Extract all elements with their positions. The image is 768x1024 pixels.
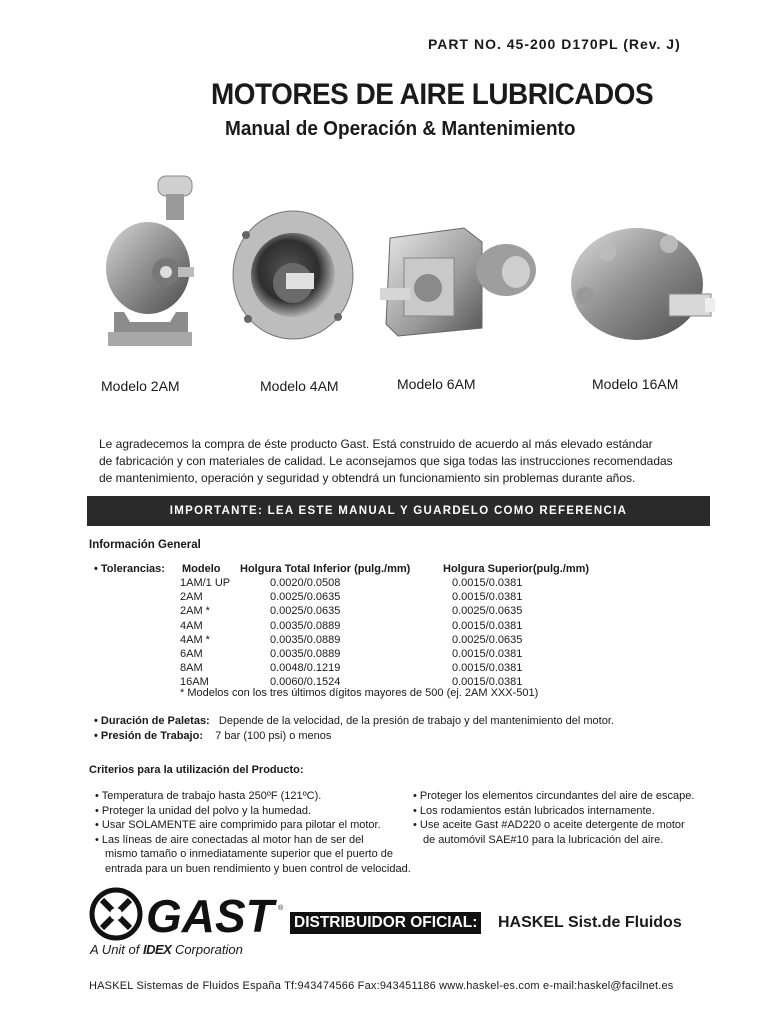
tolerance-cell-upper: 0.0025/0.0635 [452,633,523,646]
col-header-lower-clearance: Holgura Total Inferior (pulg./mm) [240,563,411,575]
intro-line: de fabricación y con materiales de calidad. Le aconsejamos que siga todas las instrucciones recomendadas [99,454,673,468]
tagline-suffix: Corporation [171,942,243,957]
criteria-item: • Temperatura de trabajo hasta 250ºF (121ºC). [95,790,322,802]
tolerance-cell-lower: 0.0025/0.0635 [270,591,341,604]
tolerance-cell-upper: 0.0025/0.0635 [452,605,523,618]
gast-logo-text: GAST [146,890,274,942]
motor-6am-image [378,218,543,343]
tolerance-cell-model: 1AM/1 UP [180,577,231,589]
tolerance-cell-upper: 0.0015/0.0381 [452,577,523,589]
tolerance-cell-model: 2AM * [180,605,210,618]
criteria-item: de automóvil SAE#10 para la lubricación del aire. [423,833,664,846]
criteria-item: • Proteger los elementos circundantes del aire de escape. [413,790,695,802]
working-pressure-row [94,730,331,742]
motor-2am-image [100,172,200,352]
distributor-label: DISTRIBUIDOR OFICIAL: [290,912,481,934]
tolerance-cell-upper: 0.0015/0.0381 [452,676,523,689]
working-pressure-text: 7 bar (100 psi) o menos [215,730,332,742]
part-number: PART NO. 45-200 D170PL (Rev. J) [428,36,681,52]
tolerance-cell-lower: 0.0035/0.0889 [270,648,341,660]
page-title: MOTORES DE AIRE LUBRICADOS [211,78,654,111]
important-banner: IMPORTANTE: LEA ESTE MANUAL Y GUARDELO COMO REFERENCIA [87,496,710,526]
page-subtitle: Manual de Operación & Mantenimiento [225,118,576,140]
col-header-model: Modelo [182,563,221,575]
footer-contact: HASKEL Sistemas de Fluidos España Tf:943474566 Fax:943451186 www.haskel-es.com e-mail:haskel@facilnet.es [89,980,674,992]
intro-paragraph [99,436,739,487]
tolerances-label: • Tolerancias: [94,563,165,575]
criteria-item: • Use aceite Gast #AD220 o aceite detergente de motor [413,819,685,831]
idex-logo-text: IDEX [142,942,172,957]
col-header-upper-clearance: Holgura Superior(pulg./mm) [443,563,590,575]
svg-text:®: ® [278,905,284,912]
tolerance-cell-lower: 0.0035/0.0889 [270,619,341,632]
criteria-left-list [95,789,411,876]
criteria-item: • Proteger la unidad del polvo y la humedad. [95,804,312,817]
intro-line: Le agradecemos la compra de éste producto Gast. Está construido de acuerdo al más elevado estándar [99,437,653,451]
criteria-item: entrada para un buen rendimiento y buen control de velocidad. [105,862,411,875]
criteria-right-list [413,789,694,847]
motor-4am-image [228,205,358,345]
tolerance-cell-upper: 0.0015/0.0381 [452,619,523,632]
tolerances-footnote: * Modelos con los tres últimos dígitos mayores de 500 (ej. 2AM XXX-501) [180,687,539,699]
vane-life-row [94,715,614,727]
working-pressure-label: • Presión de Trabajo: [94,730,203,742]
tolerance-cell-upper: 0.0015/0.0381 [452,591,523,604]
criteria-item: • Usar SOLAMENTE aire comprimido para pilotar el motor. [95,819,381,831]
tolerance-cell-model: 8AM [180,662,203,675]
vane-life-text: Depende de la velocidad, de la presión de trabajo y del mantenimiento del motor. [218,715,614,727]
tagline-prefix: A Unit of [90,942,143,957]
criteria-item: • Los rodamientos están lubricados internamente. [413,804,655,817]
tolerance-cell-model: 4AM [180,619,203,632]
model-label-4am: Modelo 4AM [260,378,339,394]
tolerance-cell-upper: 0.0015/0.0381 [452,662,523,675]
tolerance-cell-model: 4AM * [180,633,210,646]
motor-16am-image [565,220,720,345]
tolerance-cell-upper: 0.0015/0.0381 [452,648,523,660]
criteria-item: mismo tamaño o inmediatamente superior que el puerto de [105,848,393,860]
tolerance-cell-model: 2AM [180,591,203,604]
distributor-name: HASKEL Sist.de Fluidos [498,914,682,931]
vane-life-label: • Duración de Paletas: [94,715,210,727]
tolerance-cell-lower: 0.0060/0.1524 [270,676,341,689]
idex-tagline [90,942,243,957]
tolerance-cell-lower: 0.0048/0.1219 [270,662,341,675]
tolerance-cell-model: 16AM [180,676,209,689]
model-label-6am: Modelo 6AM [397,376,476,392]
tolerance-cell-model: 6AM [180,648,203,660]
model-label-2am: Modelo 2AM [101,378,180,394]
general-info-heading: Información General [89,539,201,551]
tolerance-cell-lower: 0.0025/0.0635 [270,605,341,618]
tolerance-cell-lower: 0.0035/0.0889 [270,633,341,646]
criteria-heading: Criterios para la utilización del Producto: [89,764,304,776]
intro-line: de mantenimiento, operación y seguridad y obtendrá un funcionamiento sin problemas durante años. [99,471,636,485]
tolerance-cell-lower: 0.0020/0.0508 [270,577,341,589]
gast-logo [88,886,288,942]
criteria-item: • Las líneas de aire conectadas al motor han de ser del [95,833,364,846]
model-label-16am: Modelo 16AM [592,376,679,392]
